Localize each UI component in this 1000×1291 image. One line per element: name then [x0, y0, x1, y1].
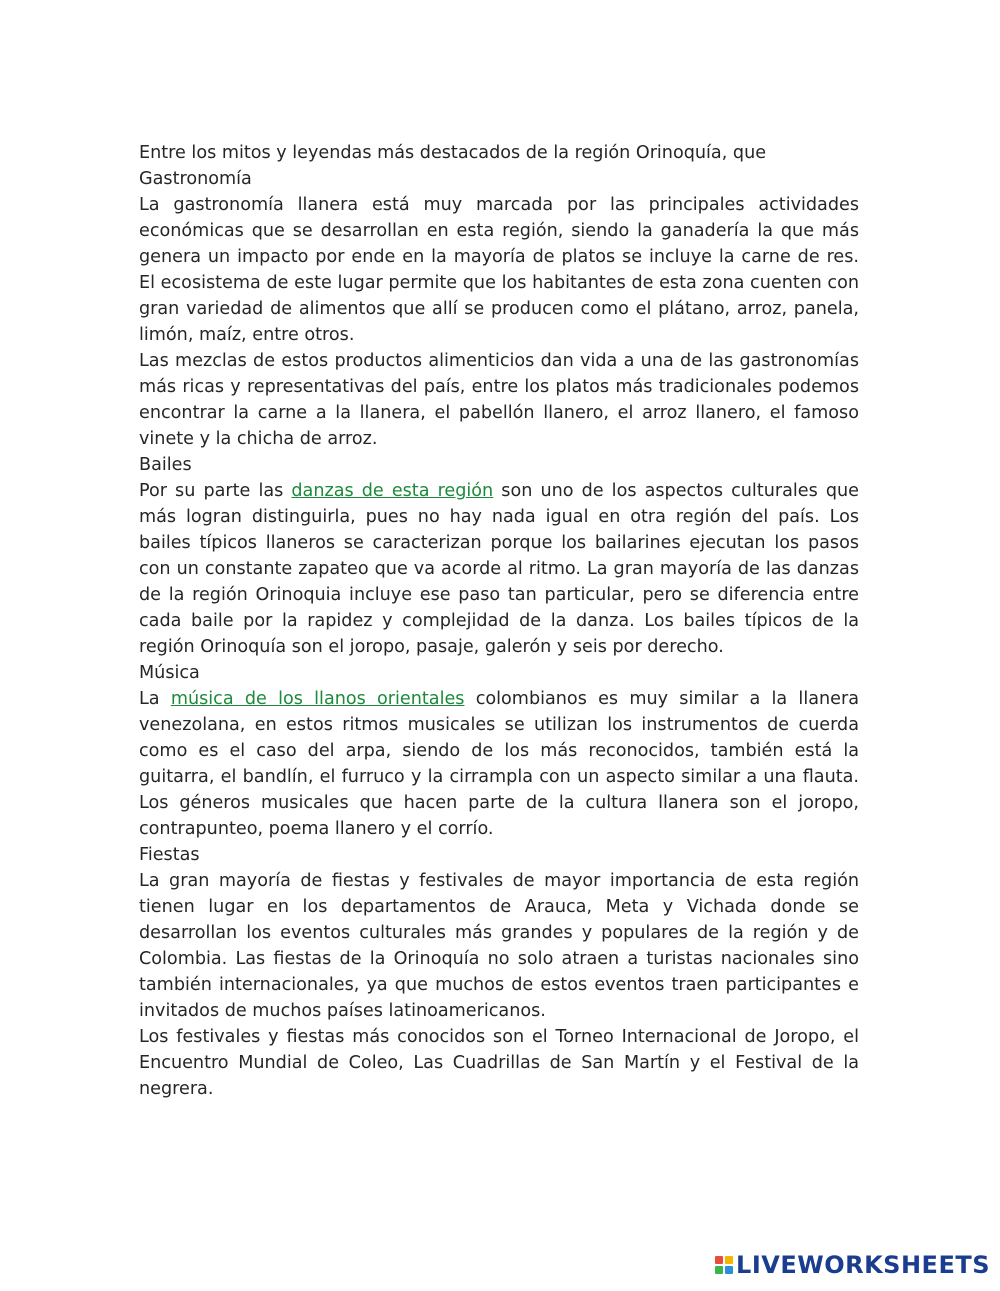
section-heading-gastronomia: Gastronomía — [139, 169, 252, 189]
bailes-text-after-link: son uno de los aspectos culturales que más logran distinguirla, pues no hay nada igual en otra región del país. Los bailes típicos llaneros se caracterizan porque los bailarines ejecutan los pasos con un constante zapateo que va acorde al ritmo. La gran mayoría de las danzas de la región Orinoquia incluye ese paso tan particular, pero se diferencia entre cada baile por la rapidez y complejidad de la danza. Los bailes típicos de la región Orinoquía son el joropo, pasaje, galerón y seis por derecho. — [139, 481, 859, 657]
section-heading-musica: Música — [139, 663, 200, 683]
section-heading-fiestas: Fiestas — [139, 845, 200, 865]
bailes-text-before-link: Por su parte las — [139, 481, 292, 501]
section-heading-bailes: Bailes — [139, 455, 192, 475]
logo-block-v — [715, 1266, 723, 1274]
intro-line: Entre los mitos y leyendas más destacados de la región Orinoquía, que — [139, 143, 767, 163]
logo-block-e — [725, 1266, 733, 1274]
logo-block-l — [715, 1256, 723, 1264]
gastronomia-paragraph-1: La gastronomía llanera está muy marcada por las principales actividades económicas que se desarrollan en esta región, siendo la ganadería la que más genera un impacto por ende en la mayoría de platos se incluye la carne de res. El ecosistema de este lugar permite que los habitantes de esta zona cuenten con gran variedad de alimentos que allí se producen como el plátano, arroz, panela, limón, maíz, entre otros. — [139, 195, 859, 345]
fiestas-paragraph-1: La gran mayoría de fiestas y festivales de mayor importancia de esta región tienen lugar en los departamentos de Arauca, Meta y Vichada donde se desarrollan los eventos culturales más grandes y populares de la región y de Colombia. Las fiestas de la Orinoquía no solo atraen a turistas nacionales sino también internacionales, ya que muchos de estos eventos traen participantes e invitados de muchos países latinoamericanos. — [139, 871, 859, 1021]
fiestas-paragraph-2: Los festivales y fiestas más conocidos son el Torneo Internacional de Joropo, el Encuentro Mundial de Coleo, Las Cuadrillas de San Martín y el Festival de la negrera. — [139, 1027, 859, 1099]
danzas-link[interactable]: danzas de esta región — [291, 481, 494, 501]
document-body — [139, 140, 859, 1102]
bailes-paragraph — [139, 478, 859, 660]
gastronomia-paragraph-2: Las mezclas de estos productos alimenticios dan vida a una de las gastronomías más ricas y representativas del país, entre los platos más tradicionales podemos encontrar la carne a la llanera, el pabellón llanero, el arroz llanero, el famoso vinete y la chicha de arroz. — [139, 351, 859, 449]
musica-paragraph — [139, 686, 859, 842]
musica-text-before-link: La — [139, 689, 171, 709]
logo-text: LIVEWORKSHEETS — [736, 1251, 990, 1279]
musica-text-after-link: colombianos es muy similar a la llanera venezolana, en estos ritmos musicales se utilizan los instrumentos de cuerda como es el caso del arpa, siendo de los más reconocidos, también está la guitarra, el bandlín, el furruco y la cirrampla con un aspecto similar a una flauta. Los géneros musicales que hacen parte de la cultura llanera son el joropo, contrapunteo, poema llanero y el corrío. — [139, 689, 859, 839]
liveworksheets-logo — [715, 1251, 990, 1279]
logo-blocks-icon — [715, 1256, 733, 1274]
musica-link[interactable]: música de los llanos orientales — [170, 689, 465, 709]
logo-block-i — [725, 1256, 733, 1264]
